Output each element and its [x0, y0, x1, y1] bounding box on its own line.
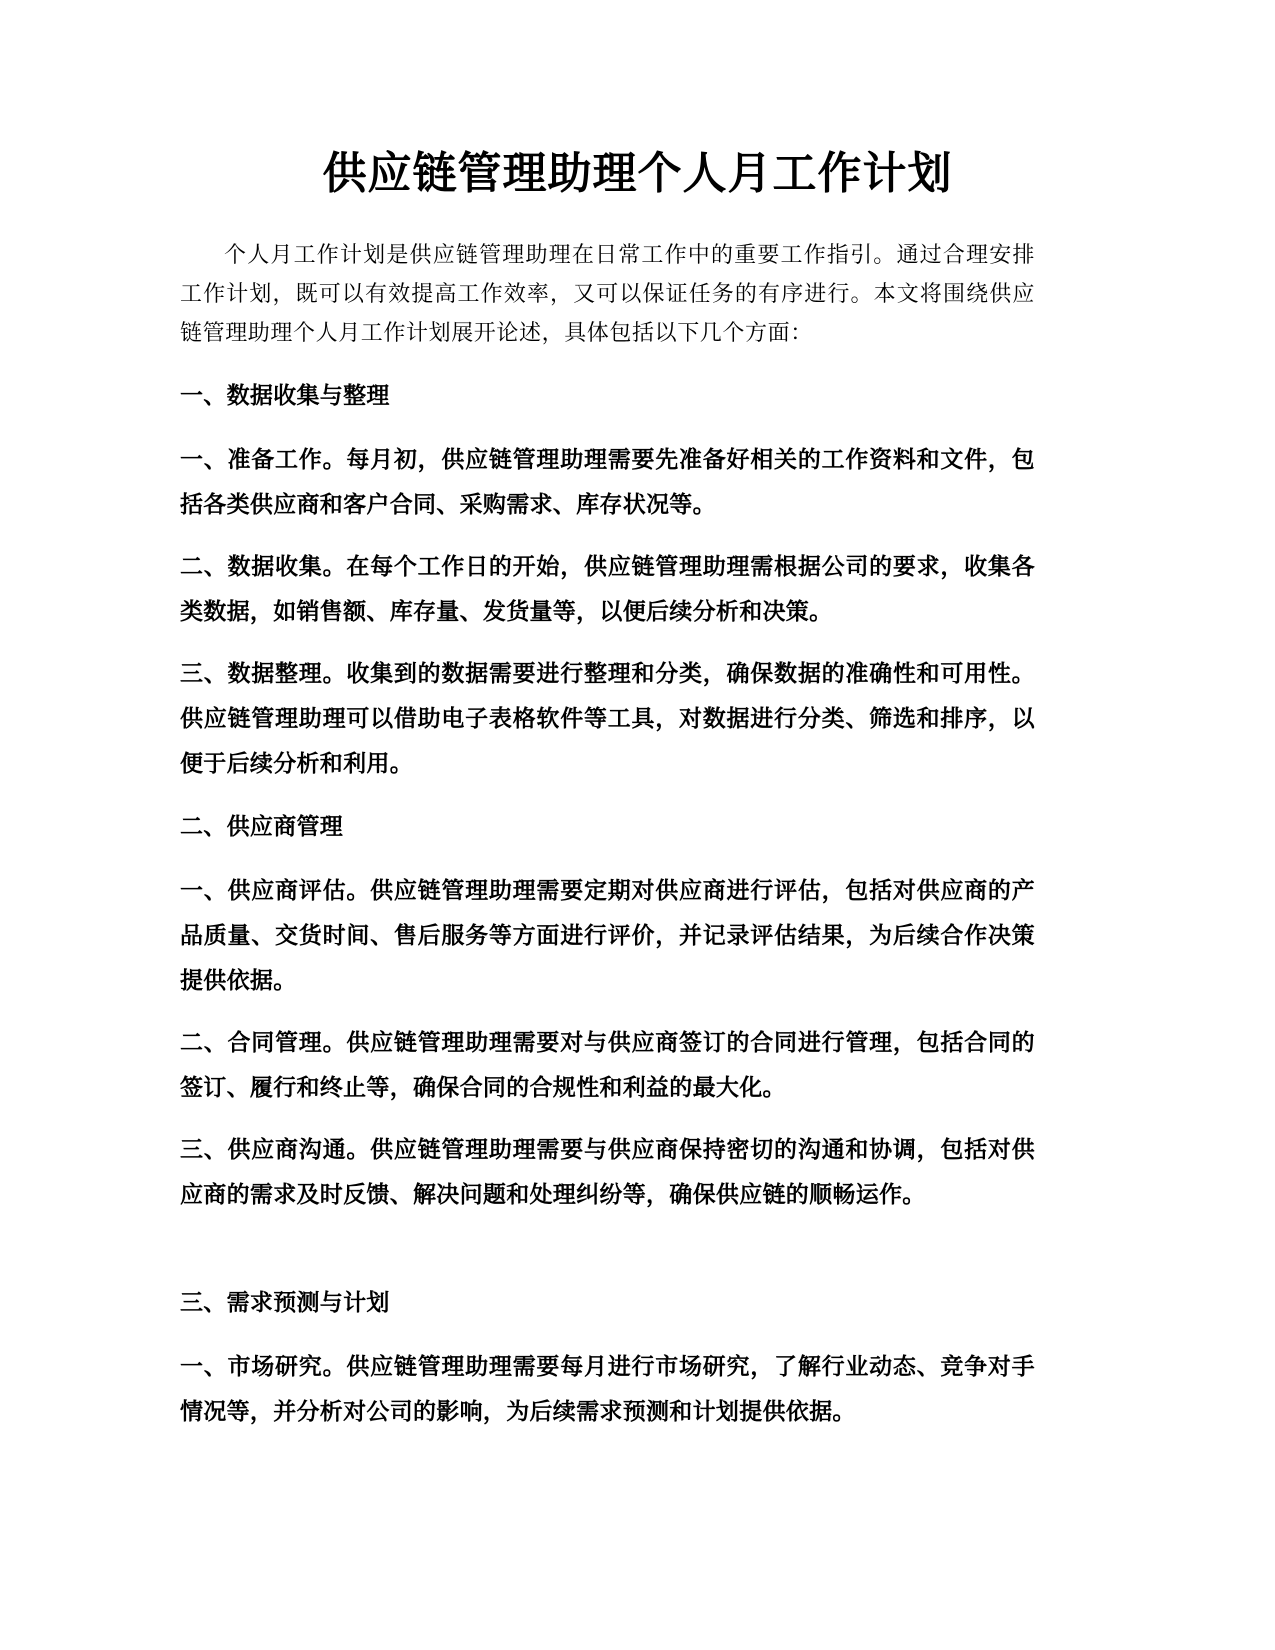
section-item: 二、合同管理。供应链管理助理需要对与供应商签订的合同进行管理，包括合同的签订、履行和终止等，确保合同的合规性和利益的最大化。 — [180, 1030, 1035, 1101]
section-heading: 三、需求预测与计划 — [180, 1290, 390, 1316]
section-item: 三、供应商沟通。供应链管理助理需要与供应商保持密切的沟通和协调，包括对供应商的需求及时反馈、解决问题和处理纠纷等，确保供应链的顺畅运作。 — [180, 1137, 1035, 1208]
section-item: 一、准备工作。每月初，供应链管理助理需要先准备好相关的工作资料和文件，包括各类供应商和客户合同、采购需求、库存状况等。 — [180, 447, 1035, 518]
section-heading: 一、数据收集与整理 — [180, 383, 390, 409]
section-item: 一、供应商评估。供应链管理助理需要定期对供应商进行评估，包括对供应商的产品质量、交货时间、售后服务等方面进行评价，并记录评估结果，为后续合作决策提供依据。 — [180, 878, 1035, 994]
section-item: 二、数据收集。在每个工作日的开始，供应链管理助理需根据公司的要求，收集各类数据，如销售额、库存量、发货量等，以便后续分析和决策。 — [180, 554, 1035, 625]
section-item: 一、市场研究。供应链管理助理需要每月进行市场研究，了解行业动态、竞争对手情况等，并分析对公司的影响，为后续需求预测和计划提供依据。 — [180, 1354, 1035, 1425]
document-title: 供应链管理助理个人月工作计划 — [322, 148, 953, 199]
intro-paragraph: 个人月工作计划是供应链管理助理在日常工作中的重要工作指引。通过合理安排工作计划，既可以有效提高工作效率，又可以保证任务的有序进行。本文将围绕供应链管理助理个人月工作计划展开论述，具体包括以下几个方面： — [180, 243, 1035, 346]
section-item: 三、数据整理。收集到的数据需要进行整理和分类，确保数据的准确性和可用性。供应链管理助理可以借助电子表格软件等工具，对数据进行分类、筛选和排序，以便于后续分析和利用。 — [180, 661, 1035, 777]
section-heading: 二、供应商管理 — [180, 814, 344, 840]
document-page — [180, 0, 1035, 1650]
